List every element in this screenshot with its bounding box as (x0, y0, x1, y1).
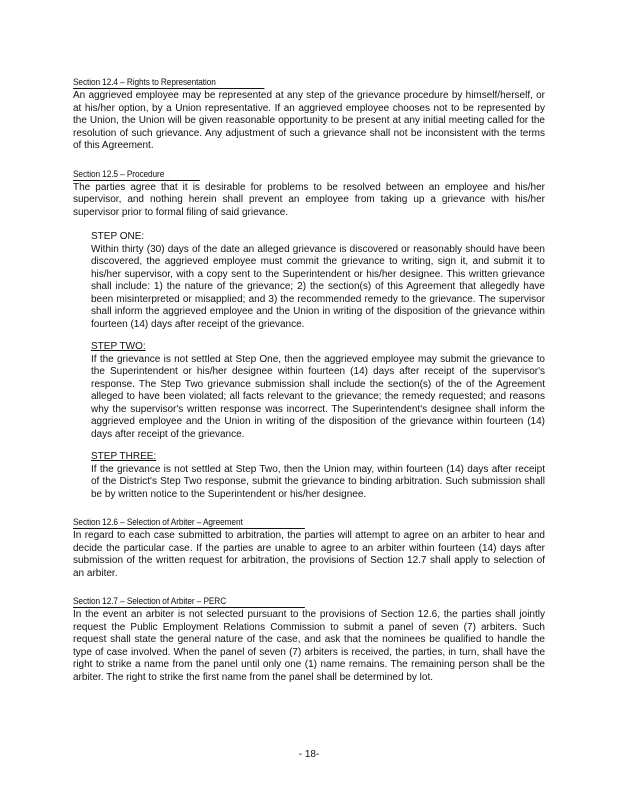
section-heading: Section 12.5 – Procedure (73, 169, 200, 181)
section-12-7 (73, 591, 545, 684)
section-heading: Section 12.6 – Selection of Arbiter – Agreement (73, 517, 305, 529)
step-text: If the grievance is not settled at Step One, then the aggrieved employee may submit the grievance to the Superintendent or his/her designee within fourteen (14) days after receipt of the supervisor's response. The Step Two grievance submission shall include the section(s) of the of the Agreement alleged to have been violated; all facts relevant to the grievance; the remedy requested; and reasons why the supervisor's written response was incorrect. The Superintendent's designee shall inform the aggrieved employee and the Union in writing of the disposition of the grievance within fourteen (14) days after receipt of the grievance. (91, 353, 545, 440)
step-title: STEP ONE: (91, 231, 145, 242)
section-heading: Section 12.7 – Selection of Arbiter – PERC (73, 596, 305, 608)
section-12-5 (73, 164, 545, 502)
section-text: In the event an arbiter is not selected pursuant to the provisions of Section 12.6, the parties shall jointly request the Public Employment Relations Commission to submit a panel of seven (7) arbiters. Such request shall state the general nature of the case, and ask that the nominees be qualified to handle the type of case involved. When the panel of seven (7) arbiters is received, the parties, in turn, shall have the right to strike a name from the panel until only one (1) name remains. The remaining person shall be the arbiter. The right to strike the first name from the panel shall be determined by lot. (73, 609, 545, 683)
step-one (91, 231, 545, 331)
step-two (91, 341, 545, 441)
section-12-6 (73, 512, 545, 580)
step-three (91, 451, 545, 501)
document-page (73, 72, 545, 695)
section-text: The parties agree that it is desirable for problems to be resolved between an employee and his/her supervisor, and nothing herein shall prevent an employee from taking up a grievance with his/her supervisor prior to formal filing of said grievance. (73, 181, 545, 218)
step-title: STEP TWO: (91, 341, 146, 352)
section-heading: Section 12.4 – Rights to Representation (73, 77, 264, 89)
page-number: - 18- (298, 749, 320, 760)
step-text: If the grievance is not settled at Step Two, then the Union may, within fourteen (14) days after receipt of the District's Step Two response, submit the grievance to binding arbitration. Such submission shall be by written notice to the Superintendent or his/her designee. (91, 463, 545, 500)
section-12-4 (73, 72, 545, 153)
section-text: An aggrieved employee may be represented at any step of the grievance procedure by himself/herself, or at his/her option, by a Union representative. If an aggrieved employee chooses not to be represented by the Union, the Union will be given reasonable opportunity to be present at any initial meeting called for the resolution of such grievance. Any adjustment of such a grievance shall not be inconsistent with the terms of this Agreement. (73, 90, 545, 151)
step-title: STEP THREE: (91, 451, 157, 462)
step-text: Within thirty (30) days of the date an alleged grievance is discovered or reasonably should have been discovered, the aggrieved employee must commit the grievance to writing, sign it, and submit it to his/her supervisor, with a copy sent to the Superintendent or his/her designee. This written grievance shall include: 1) the nature of the grievance; 2) the section(s) of this Agreement that allegedly have been misinterpreted or misapplied; and 3) the recommended remedy to the grievance. The supervisor shall inform the aggrieved employee and the Union in writing of the disposition of the grievance within fourteen (14) days after receipt of the grievance. (91, 243, 545, 330)
section-text: In regard to each case submitted to arbitration, the parties will attempt to agree on an arbiter to hear and decide the particular case. If the parties are unable to agree to an arbiter within fourteen (14) days after submission of the written request for arbitration, the provisions of Section 12.7 shall apply to selection of an arbiter. (73, 530, 545, 579)
